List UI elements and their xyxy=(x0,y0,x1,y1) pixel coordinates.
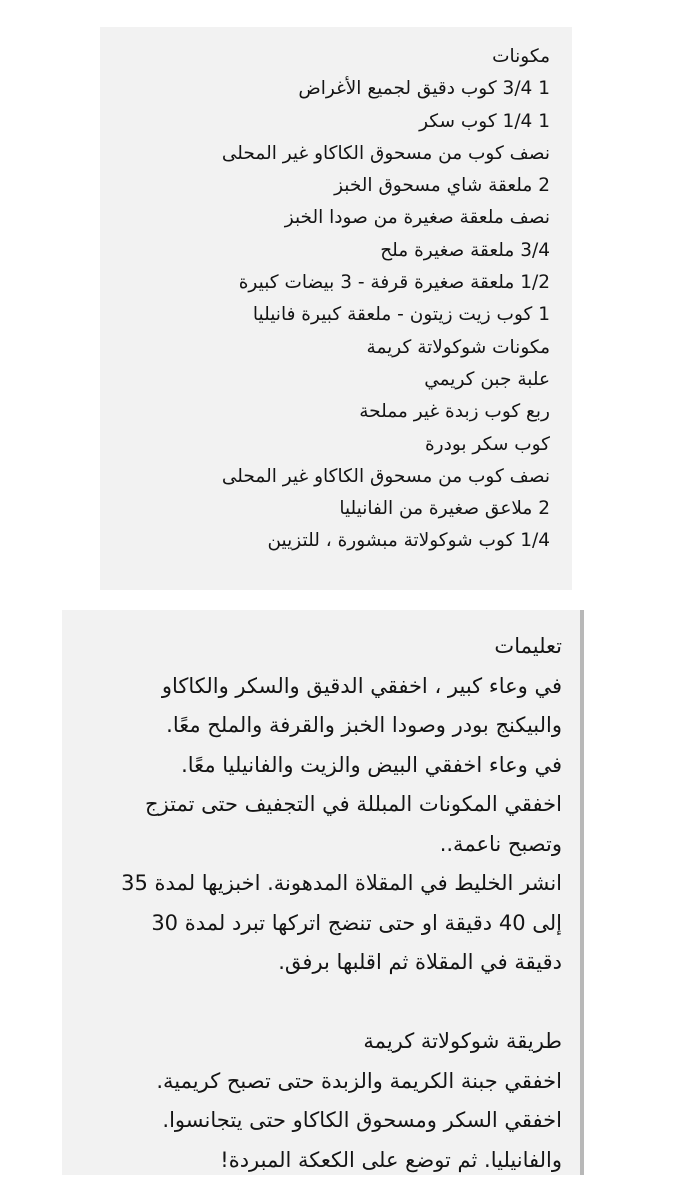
ingredient-line: علبة جبن كريمي xyxy=(424,368,550,390)
ingredient-line: 1 1/4 كوب سكر xyxy=(419,110,550,132)
instructions-note xyxy=(62,610,584,1175)
ingredient-line: نصف كوب من مسحوق الكاكاو غير المحلى xyxy=(221,142,550,164)
cream-instruction-line: والفانيليا. ثم توضع على الكعكة المبردة! xyxy=(220,1147,562,1172)
cream-instruction-line: اخفقي جبنة الكريمة والزبدة حتى تصبح كريمية. xyxy=(156,1068,562,1093)
ingredient-line: مكونات شوكولاتة كريمة xyxy=(366,336,550,358)
ingredient-line: 3/4 ملعقة صغيرة ملح xyxy=(380,239,550,261)
blank-line-spacer xyxy=(68,983,562,1023)
instructions-title: تعليمات xyxy=(494,634,562,658)
ingredient-line: 1/4 كوب شوكولاتة مبشورة ، للتزيين xyxy=(267,530,550,552)
ingredients-note xyxy=(100,27,572,590)
instruction-line: وتصبح ناعمة.. xyxy=(439,831,562,856)
cream-method-title: طريقة شوكولاتة كريمة xyxy=(363,1029,562,1053)
ingredient-line: 1 كوب زيت زيتون - ملعقة كبيرة فانيليا xyxy=(252,304,550,326)
instruction-line: والبيكنج بودر وصودا الخبز والقرفة والملح معًا. xyxy=(166,713,562,737)
cream-instruction-line: اخفقي السكر ومسحوق الكاكاو حتى يتجانسوا. xyxy=(162,1108,562,1132)
ingredient-line: 1 3/4 كوب دقيق لجميع الأغراض xyxy=(298,78,550,100)
ingredients-title: مكونات xyxy=(492,46,550,67)
ingredient-line: ربع كوب زبدة غير مملحة xyxy=(359,401,550,423)
instruction-line: إلى 40 دقيقة او حتى تنضج اتركها تبرد لمدة 30 xyxy=(151,910,562,935)
ingredient-line: 2 ملعقة شاي مسحوق الخبز xyxy=(334,175,550,197)
ingredient-line: نصف كوب من مسحوق الكاكاو غير المحلى xyxy=(221,465,550,487)
ingredient-line: كوب سكر بودرة xyxy=(424,433,550,455)
instruction-line: في وعاء اخفقي البيض والزيت والفانيليا معًا. xyxy=(181,752,562,777)
ingredient-line: نصف ملعقة صغيرة من صودا الخبز xyxy=(284,207,550,229)
ingredient-line: 1/2 ملعقة صغيرة قرفة - 3 بيضات كبيرة xyxy=(238,272,550,294)
instruction-line: دقيقة في المقلاة ثم اقلبها برفق. xyxy=(278,950,562,974)
instruction-line: انشر الخليط في المقلاة المدهونة. اخبزيها لمدة 35 xyxy=(121,871,562,895)
instruction-line: في وعاء كبير ، اخفقي الدقيق والسكر والكاكاو xyxy=(161,673,562,698)
ingredient-line: 2 ملاعق صغيرة من الفانيليا xyxy=(339,498,550,520)
instruction-line: اخفقي المكونات المبللة في التجفيف حتى تمتزج xyxy=(145,792,562,816)
